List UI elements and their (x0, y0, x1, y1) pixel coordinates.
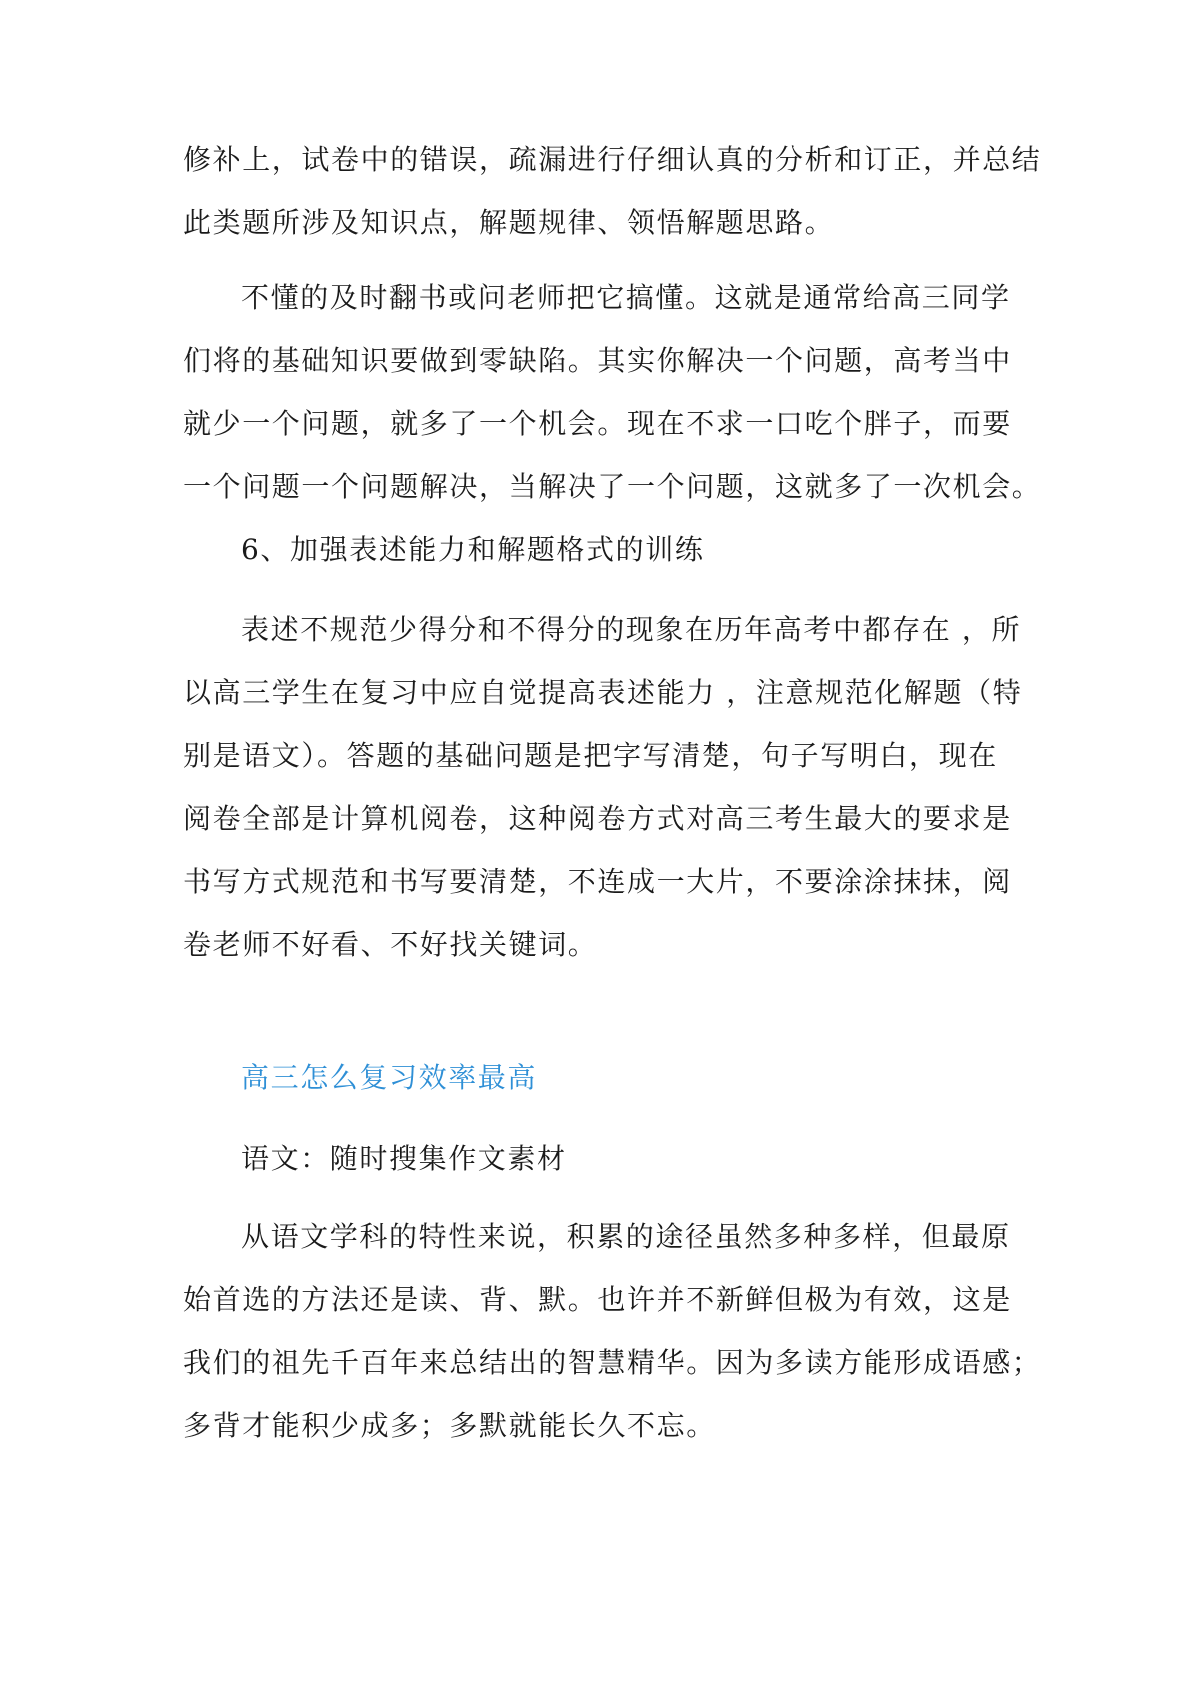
paragraph-line: 不懂的及时翻书或问老师把它搞懂。这就是通常给高三同学 (241, 281, 1011, 314)
paragraph-line: 始首选的方法还是读、背、默。也许并不新鲜但极为有效，这是 (183, 1283, 1012, 1316)
paragraph-line: 就少一个问题，就多了一个机会。现在不求一口吃个胖子，而要 (183, 407, 1012, 440)
paragraph-line: 从语文学科的特性来说，积累的途径虽然多种多样，但最原 (241, 1220, 1011, 1253)
paragraph-line: 卷老师不好看、不好找关键词。 (183, 928, 598, 961)
section-item-title: 6、加强表述能力和解题格式的训练 (241, 533, 705, 566)
section-heading[interactable] (183, 1046, 1023, 1109)
paragraph-line: 此类题所涉及知识点，解题规律、领悟解题思路。 (183, 206, 835, 239)
paragraph-line: 我们的祖先千百年来总结出的智慧精华。因为多读方能形成语感； (183, 1346, 1042, 1379)
paragraph-line: 表述不规范少得分和不得分的现象在历年高考中都存在 ，所 (241, 613, 1022, 646)
paragraph-line: 阅卷全部是计算机阅卷，这种阅卷方式对高三考生最大的要求是 (183, 802, 1012, 835)
paragraph-continuation (183, 128, 1042, 254)
subheading-line: 语文：随时搜集作文素材 (241, 1142, 567, 1175)
paragraph-chinese-study (183, 1205, 1042, 1457)
heading-link[interactable]: 高三怎么复习效率最高 (241, 1061, 538, 1094)
paragraph-line: 一个问题一个问题解决，当解决了一个问题，这就多了一次机会。 (183, 470, 1042, 503)
paragraph-line: 们将的基础知识要做到零缺陷。其实你解决一个问题，高考当中 (183, 344, 1012, 377)
paragraph-understanding (183, 266, 1042, 518)
section-item-6 (183, 518, 1023, 581)
paragraph-expression (183, 598, 1023, 976)
subject-subheading (183, 1127, 1023, 1190)
paragraph-line: 修补上，试卷中的错误，疏漏进行仔细认真的分析和订正，并总结 (183, 143, 1042, 176)
paragraph-line: 多背才能积少成多；多默就能长久不忘。 (183, 1409, 716, 1442)
paragraph-line: 书写方式规范和书写要清楚，不连成一大片，不要涂涂抹抹，阅 (183, 865, 1012, 898)
paragraph-line: 以高三学生在复习中应自觉提高表述能力 ，注意规范化解题（特 (183, 676, 1023, 709)
paragraph-line: 别是语文）。答题的基础问题是把字写清楚，句子写明白，现在 (183, 739, 998, 772)
